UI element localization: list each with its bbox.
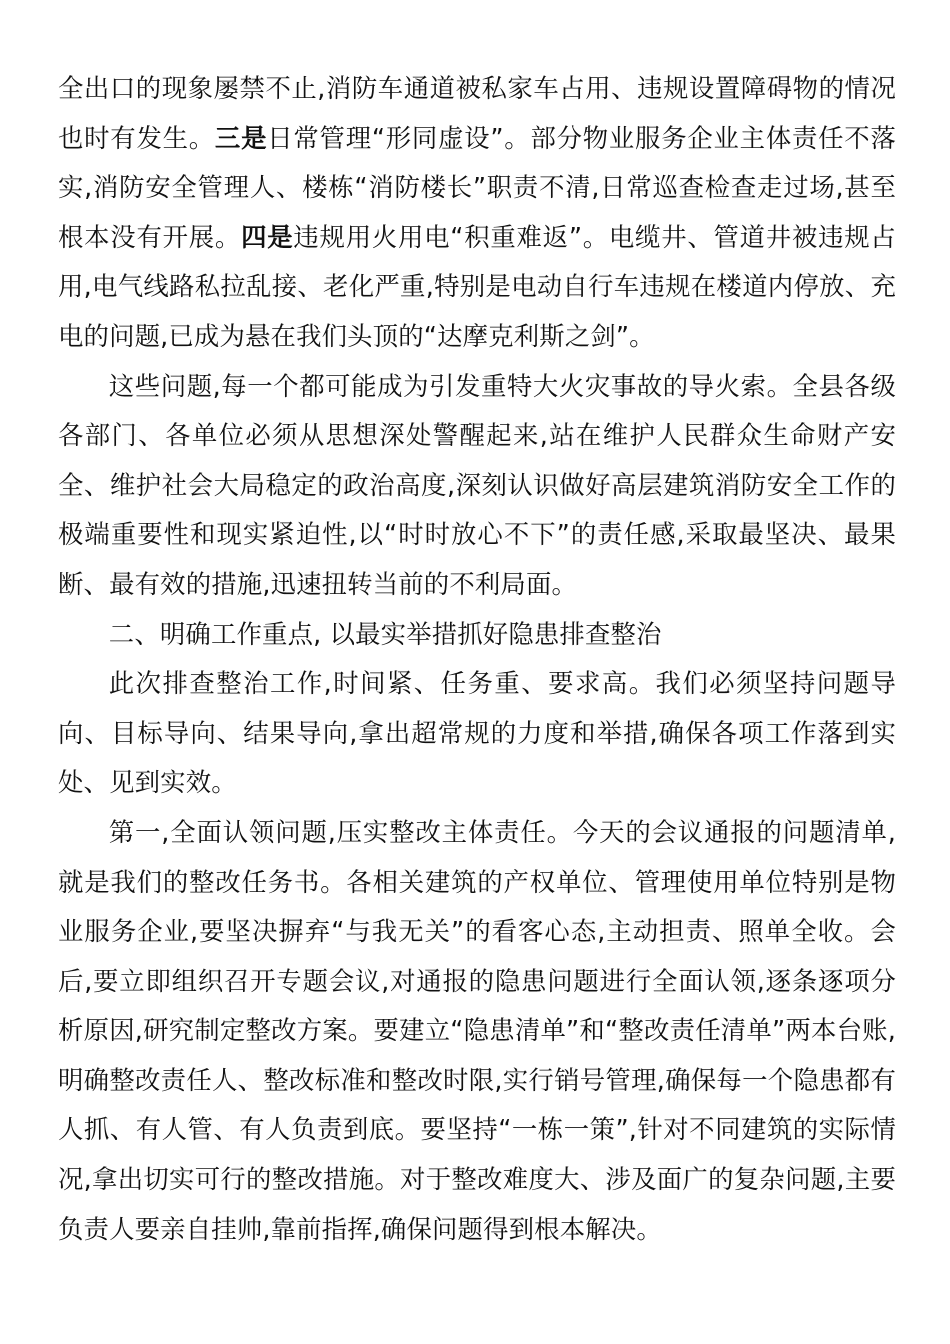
section-heading-2: 二、明确工作重点, 以最实举措抓好隐患排查整治 [108,618,662,649]
paragraph-first-point: 第一,全面认领问题,压实整改主体责任。今天的会议通报的问题清单,就是我们的整改任务书。各相关建筑的产权单位、管理使用单位特别是物业服务企业,要坚决摒弃“与我无关”的看客心态,主动担责、照单全收。会后,要立即组织召开专题会议,对通报的隐患问题进行全面认领,逐条逐项分析原因,研究制定整改方案。要建立“隐患清单”和“整改责任清单”两本台账,明确整改责任人、整改标准和整改时限,实行销号管理,确保每一个隐患都有人抓、有人管、有人负责到底。要坚持“一栋一策”,针对不同建筑的实际情况,拿出切实可行的整改措施。对于整改难度大、涉及面广的复杂问题,主要负责人要亲自挂帅,靠前指挥,确保问题得到根本解决。 [58,816,896,1244]
paragraph-work-intro: 此次排查整治工作,时间紧、任务重、要求高。我们必须坚持问题导向、目标导向、结果导向,拿出超常规的力度和举措,确保各项工作落到实处、见到实效。 [58,668,896,798]
paragraph-continued [58,64,896,362]
bold-marker-three: 三是 [214,122,268,153]
document-page [58,64,896,1254]
paragraph-problems-summary: 这些问题,每一个都可能成为引发重特大火灾事故的导火索。全县各级各部门、各单位必须从思想深处警醒起来,站在维护人民群众生命财产安全、维护社会大局稳定的政治高度,深刻认识做好高层建筑消防安全工作的极端重要性和现实紧迫性,以“时时放心不下”的责任感,采取最坚决、最果断、最有效的措施,迅速扭转当前的不利局面。 [58,370,896,599]
text-segment: 日常管理“形同虚设”。部分物业服务企业主体责任不落实,消防安全管理人、楼栋“消防楼长”职责不清,日常巡查检查走过场,甚至根本没有开展。 [58,122,896,252]
text-segment: 违规用火用电“积重难返”。电缆井、管道井被违规占用,电气线路私拉乱接、老化严重,特别是电动自行车违规在楼道内停放、充电的问题,已成为悬在我们头顶的“达摩克利斯之剑”。 [58,221,896,351]
bold-marker-four: 四是 [241,221,294,252]
text-segment: 全出口的现象屡禁不止,消防车通道被私家车占用、违规设置障碍物的情况也时有发生。 [58,73,896,153]
